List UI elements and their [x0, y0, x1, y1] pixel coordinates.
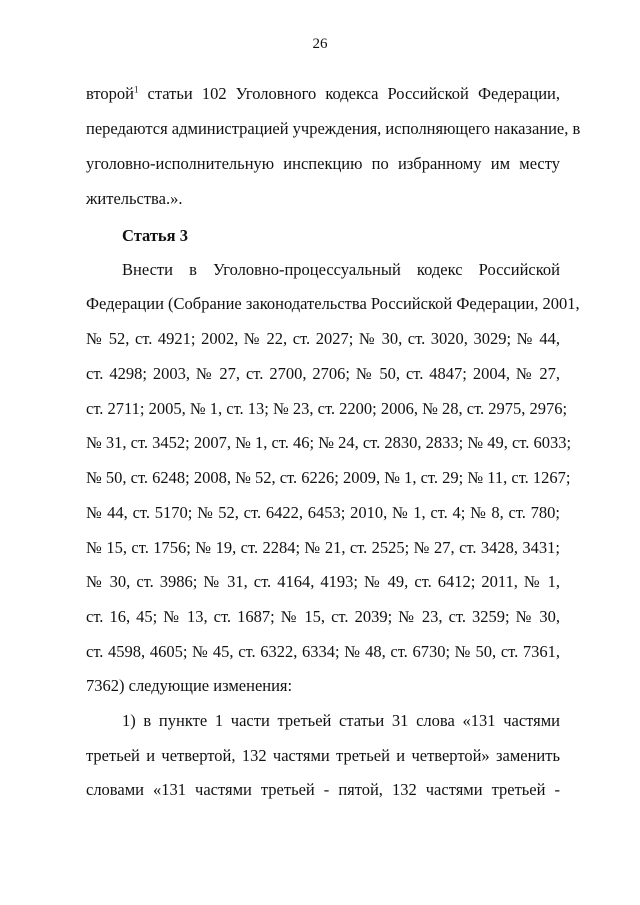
text-line: 7362) следующие изменения: — [86, 676, 293, 695]
text-line: № 52, ст. 4921; 2002, № 22, ст. 2027; № 30, ст. 3020, 3029; № 44, — [86, 329, 560, 348]
text-line: уголовно-исполнительную инспекцию по избранному им месту — [86, 154, 560, 173]
text-line: третьей и четвертой, 132 частями третьей и четвертой» заменить — [86, 746, 560, 765]
text-line: № 30, ст. 3986; № 31, ст. 4164, 4193; № 49, ст. 6412; 2011, № 1, — [86, 572, 560, 591]
footnote-sup: 1 — [133, 84, 139, 95]
text-line: № 15, ст. 1756; № 19, ст. 2284; № 21, ст. 2525; № 27, ст. 3428, 3431; — [86, 538, 560, 557]
text-line-rest: статьи 102 Уголовного кодекса Российской Федерации, — [147, 84, 560, 103]
text-line: словами «131 частями третьей - пятой, 132 частями третьей - — [86, 780, 560, 799]
text-line — [86, 84, 560, 104]
text-line: ст. 16, 45; № 13, ст. 1687; № 15, ст. 2039; № 23, ст. 3259; № 30, — [86, 607, 560, 626]
text-line: жительства.». — [86, 189, 183, 208]
text-line: № 31, ст. 3452; 2007, № 1, ст. 46; № 24, ст. 2830, 2833; № 49, ст. 6033; — [86, 433, 572, 452]
first-word: второй — [86, 84, 134, 103]
text-line: ст. 2711; 2005, № 1, ст. 13; № 23, ст. 2200; 2006, № 28, ст. 2975, 2976; — [86, 399, 568, 418]
text-line: № 50, ст. 6248; 2008, № 52, ст. 6226; 2009, № 1, ст. 29; № 11, ст. 1267; — [86, 468, 571, 487]
text-line: ст. 4298; 2003, № 27, ст. 2700, 2706; № 50, ст. 4847; 2004, № 27, — [86, 364, 560, 383]
text-line: Федерации (Собрание законодательства Российской Федерации, 2001, — [86, 294, 580, 313]
page-number: 26 — [312, 36, 328, 52]
text-line: передаются администрацией учреждения, исполняющего наказание, в — [86, 119, 581, 138]
text-line: Внести в Уголовно-процессуальный кодекс Российской — [122, 260, 560, 279]
text-line: ст. 4598, 4605; № 45, ст. 6322, 6334; № 48, ст. 6730; № 50, ст. 7361, — [86, 642, 560, 661]
text-line: № 44, ст. 5170; № 52, ст. 6422, 6453; 2010, № 1, ст. 4; № 8, ст. 780; — [86, 503, 560, 522]
article-heading: Статья 3 — [122, 226, 188, 245]
text-line: 1) в пункте 1 части третьей статьи 31 слова «131 частями — [122, 711, 560, 730]
